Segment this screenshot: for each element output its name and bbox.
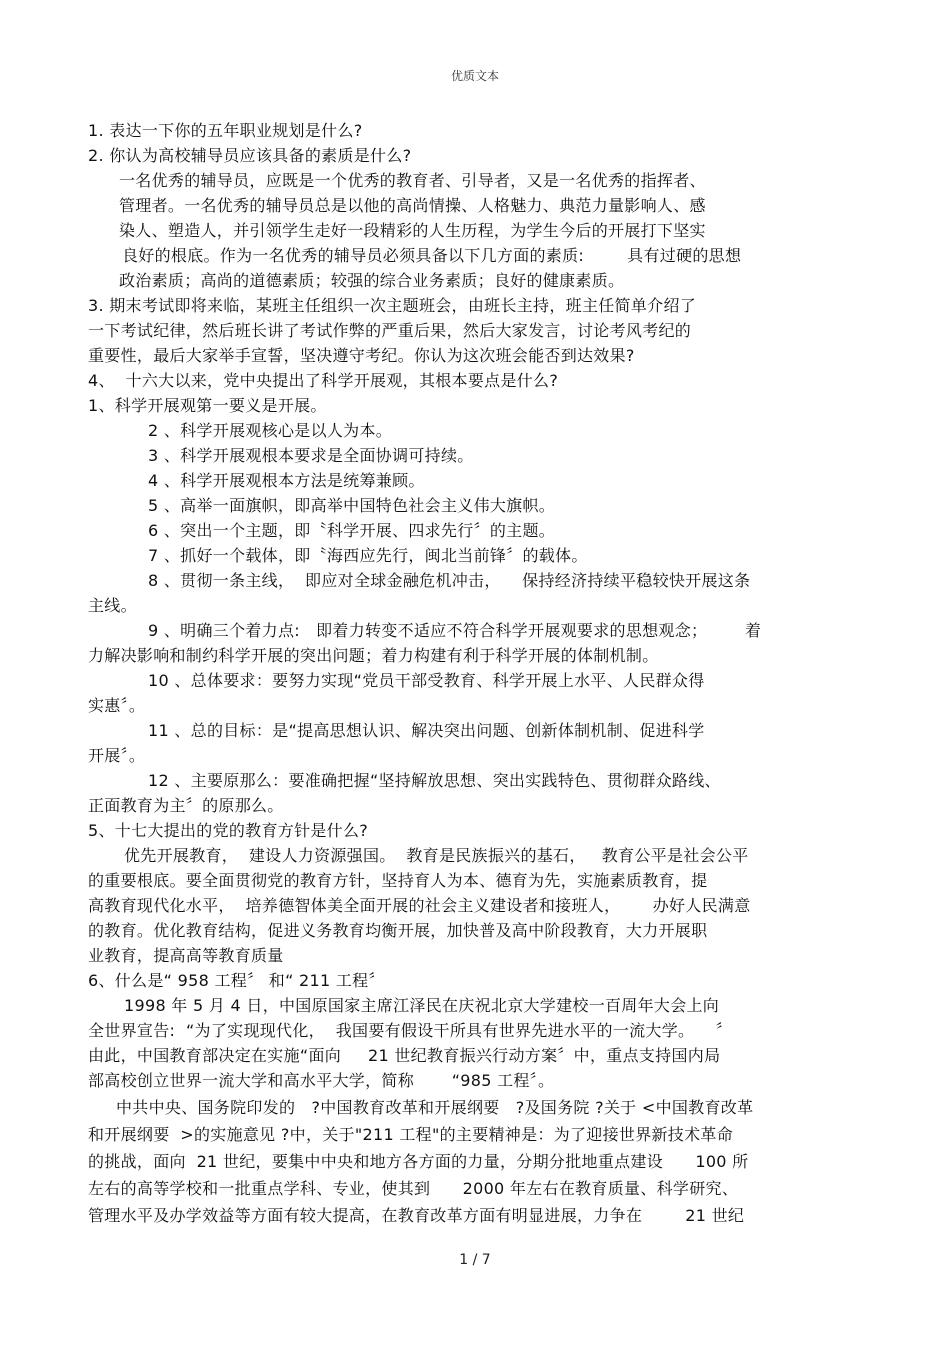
text-line: 5 、高举一面旗帜，即高举中国特色社会主义伟大旗帜。 [148, 496, 556, 515]
text-line: 政治素质；高尚的道德素质；较强的综合业务素质；良好的健康素质。 [119, 271, 625, 290]
text-line: 的挑战，面向 21 世纪，要集中中央和地方各方面的力量，分期分批地重点建设 100 所 [88, 1152, 749, 1171]
page-header: 优质文本 [450, 69, 499, 83]
text-line: 中共中央、国务院印发的 ?中国教育改革和开展纲要 ?及国务院 ?关于 <中国教育改革 [116, 1098, 754, 1117]
text-line: 管理者。一名优秀的辅导员总是以他的高尚情操、人格魅力、典范力量影响人、感 [119, 196, 706, 215]
text-line: 力解决影响和制约科学开展的突出问题；着力构建有利于科学开展的体制机制。 [88, 646, 659, 665]
text-line: 1、科学开展观第一要义是开展。 [88, 396, 327, 415]
text-line: 4、 十六大以来，党中央提出了科学开展观，其根本要点是什么? [88, 371, 559, 390]
text-line: 实惠〞。 [88, 696, 146, 715]
text-line: 重要性，最后大家举手宣誓，坚决遵守考纪。你认为这次班会能否到达效果? [88, 346, 635, 365]
text-line: 9 、明确三个着力点: 即着力转变不适应不符合科学开展观要求的思想观念； 着 [148, 621, 762, 640]
text-line: 4 、科学开展观根本方法是统筹兼顾。 [148, 471, 425, 490]
text-line: 一名优秀的辅导员，应既是一个优秀的教育者、引导者，又是一名优秀的指挥者、 [119, 171, 706, 190]
text-line: 10 、总体要求：要努力实现“党员干部受教育、科学开展上水平、人民群众得 [148, 671, 705, 690]
text-line: 优先开展教育， 建设人力资源强国。 教育是民族振兴的基石， 教育公平是社会公平 [124, 846, 749, 865]
text-line: 由此，中国教育部决定在实施“面向 21 世纪教育振兴行动方案〞中，重点支持国内局 [88, 1046, 721, 1065]
text-line: 3 、科学开展观根本要求是全面协调可持续。 [148, 446, 474, 465]
text-line: 1. 表达一下你的五年职业规划是什么? [88, 121, 363, 140]
text-line: 3. 期末考试即将来临，某班主任组织一次主题班会，由班长主持，班主任简单介绍了 [88, 296, 697, 315]
page-number: 1 / 7 [459, 1252, 491, 1268]
text-line: 管理水平及办学效益等方面有较大提高，在教育改革方面有明显进展，力争在 21 世纪 [88, 1206, 745, 1225]
text-line: 11 、总的目标：是“提高思想认识、解决突出问题、创新体制机制、促进科学 [148, 721, 705, 740]
text-line: 开展〞。 [88, 746, 146, 765]
text-line: 1998 年 5 月 4 日，中国原国家主席江泽民在庆祝北京大学建校一百周年大会上向 [124, 996, 720, 1015]
text-line: 部高校创立世界一流大学和高水平大学，简称 “985 工程〞。 [88, 1071, 555, 1090]
text-line: 12 、主要原那么：要准确把握“坚持解放思想、突出实践特色、贯彻群众路线、 [148, 771, 721, 790]
text-line: 全世界宣告: “为了实现现代化， 我国要有假设干所具有世界先进水平的一流大学。 〞 [88, 1021, 733, 1040]
text-line: 正面教育为主〞的原那么。 [88, 796, 284, 815]
text-line: 染人、塑造人，并引领学生走好一段精彩的人生历程，为学生今后的开展打下坚实 [119, 221, 706, 240]
text-line: 5、十七大提出的党的教育方针是什么? [88, 821, 369, 840]
text-line: 高教育现代化水平， 培养德智体美全面开展的社会主义建设者和接班人， 办好人民满意 [88, 896, 751, 915]
text-line: 2 、科学开展观核心是以人为本。 [148, 421, 393, 440]
text-line: 2. 你认为高校辅导员应该具备的素质是什么? [88, 146, 412, 165]
text-line: 主线。 [88, 596, 137, 615]
text-line: 业教育，提高高等教育质量 [88, 946, 284, 965]
text-line: 和开展纲要 >的实施意见 ?中，关于"211 工程"的主要精神是：为了迎接世界新技术革命 [88, 1125, 734, 1144]
text-line: 的教育。优化教育结构，促进义务教育均衡开展，加快普及高中阶段教育，大力开展职 [88, 921, 708, 940]
text-line: 6、什么是“ 958 工程〞 和“ 211 工程〞 [88, 971, 385, 990]
text-line: 7 、抓好一个载体，即〝海西应先行，闽北当前锋〞的载体。 [148, 546, 588, 565]
text-line: 一下考试纪律，然后班长讲了考试作弊的严重后果，然后大家发言，讨论考风考纪的 [88, 321, 692, 340]
text-line: 6 、突出一个主题，即〝科学开展、四求先行〞的主题。 [148, 521, 556, 540]
text-line: 的重要根底。要全面贯彻党的教育方针，坚持育人为本、德育为先，实施素质教育，提 [88, 871, 708, 890]
text-line: 8 、贯彻一条主线， 即应对全球金融危机冲击， 保持经济持续平稳较快开展这条 [148, 571, 751, 590]
text-line: 左右的高等学校和一批重点学科、专业，使其到 2000 年左右在教育质量、科学研究、 [88, 1179, 739, 1198]
text-line: 良好的根底。作为一名优秀的辅导员必须具备以下几方面的素质: 具有过硬的思想 [122, 246, 742, 265]
